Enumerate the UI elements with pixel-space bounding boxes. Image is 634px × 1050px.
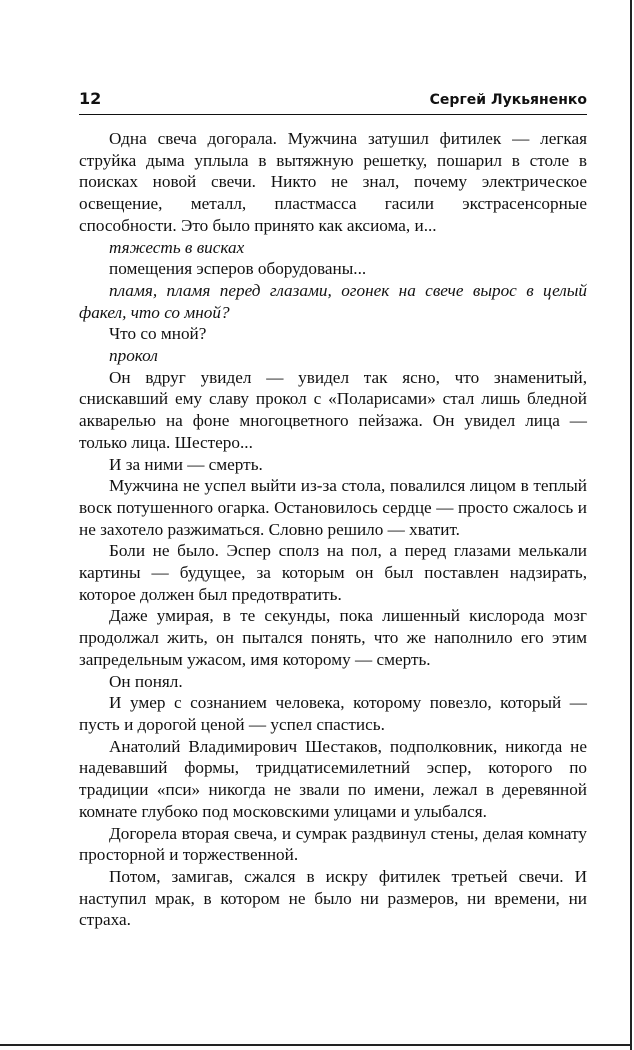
body-text [79, 128, 587, 931]
header-rule [79, 114, 587, 115]
paragraph: Мужчина не успел выйти из-за стола, повалился лицом в теплый воск потушенного огарка. Остановилось сердце — просто сжалось и не захотело разжиматься. Словно решило — хватит. [79, 476, 587, 539]
running-head-author: Сергей Лукьяненко [429, 92, 587, 108]
paragraph: Он понял. [109, 671, 183, 691]
paragraph: Он вдруг увидел — увидел так ясно, что знаменитый, снискавший ему славу прокол с «Поларисами» стал лишь бледной акварелью на фоне многоцветного пейзажа. Он увидел лица — только лица. Шестеро... [79, 367, 587, 452]
paragraph: И умер с сознанием человека, которому повезло, который — пусть и дорогой ценой — успел спастись. [79, 693, 587, 734]
paragraph: помещения эсперов оборудованы... [109, 259, 367, 279]
paragraph: Что со мной? [109, 324, 207, 344]
paragraph: Догорела вторая свеча, и сумрак раздвинул стены, делая комнату просторной и торжественной. [79, 823, 587, 865]
paragraph: тяжесть в висках [109, 237, 245, 257]
paragraph: Потом, замигав, сжался в искру фитилек третьей свечи. И наступил мрак, в котором не было ни размеров, ни времени, ни страха. [79, 866, 587, 930]
page-edge-right [630, 0, 632, 1050]
page-number: 12 [79, 89, 102, 108]
page-edge-bottom [0, 1044, 632, 1046]
paragraph: И за ними — смерть. [109, 454, 263, 474]
paragraph: Анатолий Владимирович Шестаков, подполковник, никогда не надевавший формы, тридцатисемилетний эспер, которого по традиции «пси» никогда не звали по имени, лежал в деревянной комнате глубоко под московскими улицами и улыбался. [79, 736, 587, 821]
paragraph: Одна свеча догорала. Мужчина затушил фитилек — легкая струйка дыма уплыла в вытяжную решетку, пошарил в столе в поисках новой свечи. Никто не знал, почему электрическое освещение, металл, пластмасса гасили экстрасенсорные способности. Это было принято как аксиома, и... [79, 129, 587, 235]
paragraph: Даже умирая, в те секунды, пока лишенный кислорода мозг продолжал жить, он пытался понять, что же наполнило его этим запредельным ужасом, имя которому — смерть. [79, 606, 587, 669]
paragraph: пламя, пламя перед глазами, огонек на свече вырос в целый факел, что со мной? [79, 280, 587, 322]
paragraph: Боли не было. Эспер сполз на пол, а перед глазами мелькали картины — будущее, за которым он был поставлен надзирать, которое должен был предотвратить. [79, 541, 587, 604]
page-header [79, 88, 587, 112]
paragraph: прокол [109, 346, 158, 366]
